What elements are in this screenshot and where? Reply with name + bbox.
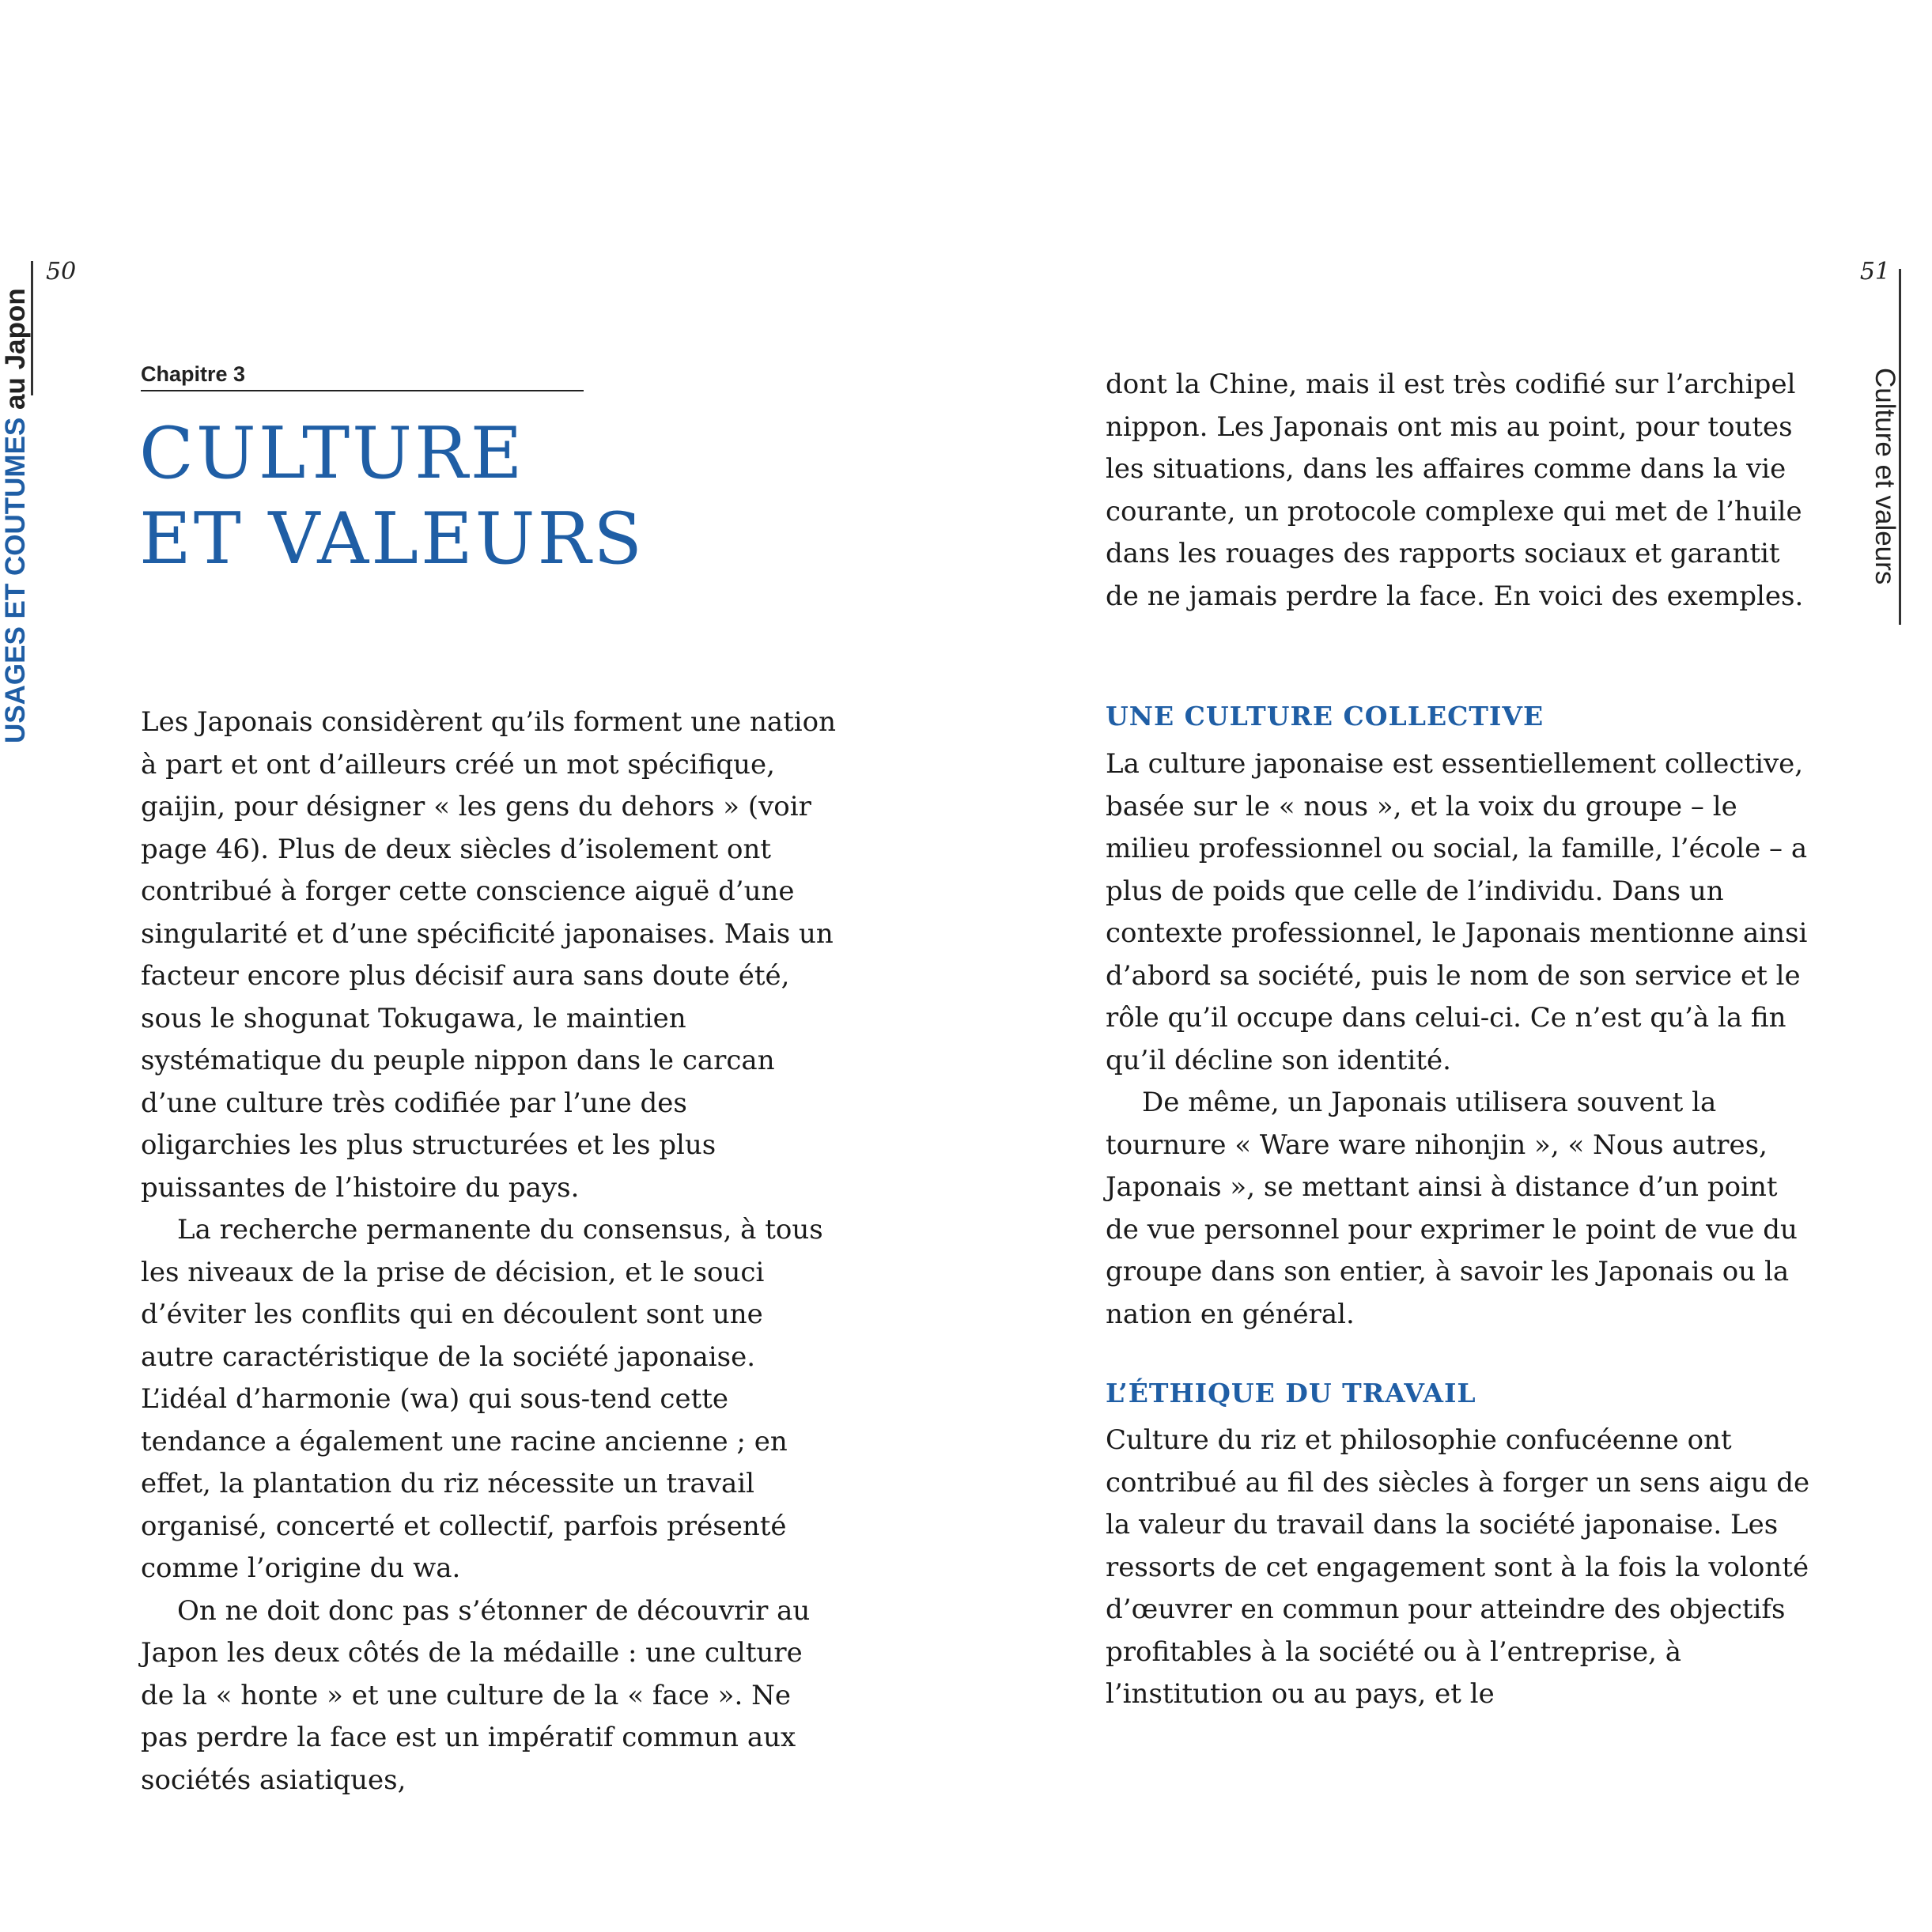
collective-paragraph-2: De même, un Japonais utilisera souvent la tournure « Ware ware nihonjin », « Nous autres, Japonais », se mettant ainsi à distance d’un point de vue personnel pour exprimer le point de vue du groupe dans son entier, à savoir les Japonais ou la nation en général. xyxy=(1106,1087,1798,1330)
running-head-right-text: Culture et valeurs xyxy=(1870,368,1900,585)
page-number-right: 51 xyxy=(1859,258,1890,285)
section-heading-collective: UNE CULTURE COLLECTIVE xyxy=(1106,701,1544,732)
running-head-left-part3: Japon xyxy=(0,288,31,378)
right-intro-paragraph: dont la Chine, mais il est très codifié sur l’archipel nippon. Les Japonais ont mis au point, pour toutes les situations, dans les affaires comme dans la vie courante, un protocole complexe qui met de l’huile dans les rouages des rapports sociaux et garantit de ne jamais perdre la face. En voici des exemples. xyxy=(1106,369,1804,612)
left-paragraph-1: Les Japonais considèrent qu’ils forment une nation à part et ont d’ailleurs créé un mot spécifique, gaijin, pour désigner « les gens du dehors » (voir page 46). Plus de deux siècles d’isolement ont contribué à forger cette conscience aiguë d’une singularité et d’une spécificité japonaises. Mais un facteur encore plus décisif aura sans doute été, sous le shogunat Tokugawa, le maintien systématique du peuple nippon dans le carcan d’une culture très codifiée par l’une des oligarchies les plus structurées et les plus puissantes de l’histoire du pays. xyxy=(141,706,837,1204)
chapter-title-line-1: CULTURE xyxy=(139,412,525,495)
running-head-left-part2: au xyxy=(0,377,31,410)
chapter-label: Chapitre 3 xyxy=(141,362,584,391)
left-paragraph-3: On ne doit donc pas s’étonner de découvrir au Japon les deux côtés de la médaille : une culture de la « honte » et une culture de la « face ». Ne pas perdre la face est un impératif commun aux sociétés asiatiques, xyxy=(141,1594,811,1796)
left-body-text xyxy=(141,701,837,1802)
running-head-left-part1: USAGES ET COUTUMES xyxy=(0,410,31,743)
page-number-left: 50 xyxy=(46,258,77,285)
section-body-work-ethic xyxy=(1106,1420,1817,1716)
chapter-title-line-2: ET VALEURS xyxy=(139,497,645,580)
left-paragraph-2: La recherche permanente du consensus, à tous les niveaux de la prise de décision, et le souci d’éviter les conflits qui en découlent sont une autre caractéristique de la société japonaise. L’idéal d’harmonie (wa) qui sous-tend cette tendance a également une racine ancienne ; en effet, la plantation du riz nécessite un travail organisé, concerté et collectif, parfois présenté comme l’origine du wa. xyxy=(141,1214,823,1584)
section-body-collective xyxy=(1106,743,1817,1336)
collective-paragraph-1: La culture japonaise est essentiellement collective, basée sur le « nous », et la voix du groupe – le milieu professionnel ou social, la famille, l’école – a plus de poids que celle de l’individu. Dans un contexte professionnel, le Japonais mentionne ainsi d’abord sa société, puis le nom de son service et le rôle qu’il occupe dans celui-ci. Ce n’est qu’à la fin qu’il décline son identité. xyxy=(1106,748,1808,1076)
right-intro-text xyxy=(1106,364,1817,618)
work-ethic-paragraph-1: Culture du riz et philosophie confucéenne ont contribué au fil des siècles à forger un sens aigu de la valeur du travail dans la société japonaise. Les ressorts de cet engagement sont à la fois la volonté d’œuvrer en commun pour atteindre des objectifs profitables à la société ou à l’entreprise, à l’institution ou au pays, et le xyxy=(1106,1424,1810,1710)
chapter-title xyxy=(139,411,645,582)
section-heading-work-ethic: L’ÉTHIQUE DU TRAVAIL xyxy=(1106,1378,1476,1408)
